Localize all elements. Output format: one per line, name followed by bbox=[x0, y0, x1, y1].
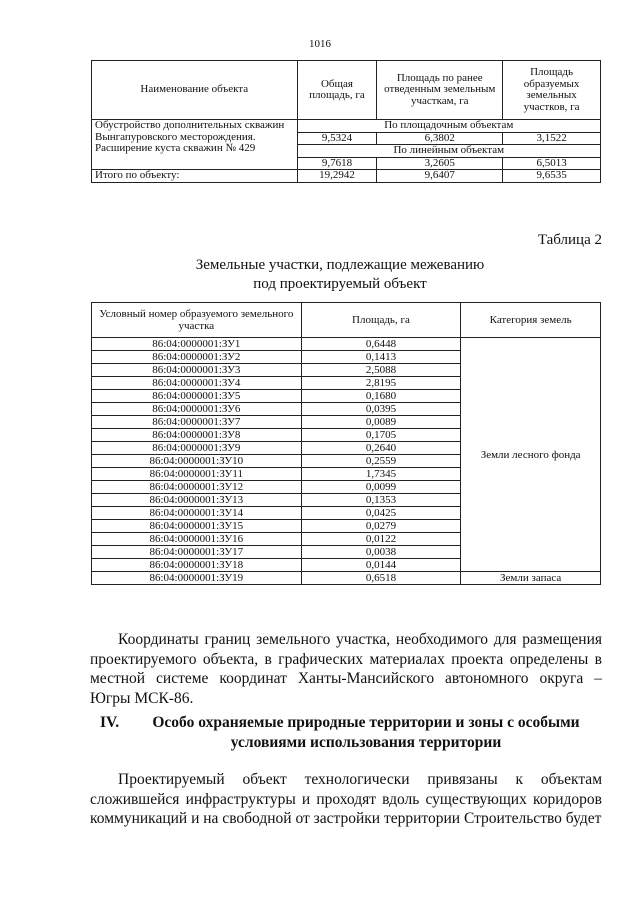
value-cell: 9,6407 bbox=[377, 170, 503, 183]
group-label-sites: По площадочным объектам bbox=[297, 120, 600, 133]
plot-number-cell: 86:04:0000001:ЗУ8 bbox=[92, 429, 302, 442]
plot-number-cell: 86:04:0000001:ЗУ3 bbox=[92, 364, 302, 377]
plot-area-cell: 1,7345 bbox=[301, 468, 461, 481]
plot-number-cell: 86:04:0000001:ЗУ4 bbox=[92, 377, 302, 390]
header-object-name: Наименование объекта bbox=[92, 61, 298, 120]
plot-number-cell: 86:04:0000001:ЗУ11 bbox=[92, 468, 302, 481]
category-forest-cell: Земли лесного фонда bbox=[461, 338, 601, 572]
plot-number-cell: 86:04:0000001:ЗУ14 bbox=[92, 507, 302, 520]
object-name-cell: Обустройство дополнительных скважин Вынгапуровского месторождения. Расширение куста скважин № 429 bbox=[92, 120, 298, 170]
value-cell: 9,7618 bbox=[297, 157, 377, 170]
table-row bbox=[92, 120, 601, 133]
category-reserve-cell: Земли запаса bbox=[461, 572, 601, 585]
section-heading bbox=[90, 713, 602, 753]
plot-number-cell: 86:04:0000001:ЗУ9 bbox=[92, 442, 302, 455]
plot-area-cell: 0,6448 bbox=[301, 338, 461, 351]
table-land-areas-summary bbox=[91, 60, 601, 183]
plot-number-cell: 86:04:0000001:ЗУ6 bbox=[92, 403, 302, 416]
total-label: Итого по объекту: bbox=[92, 170, 298, 183]
page-number: 1016 bbox=[309, 38, 331, 50]
plot-area-cell: 2,8195 bbox=[301, 377, 461, 390]
paragraph-text: Координаты границ земельного участка, необходимого для размещения проектируемого объекта, в графических материалах проекта определены в местной системе координат Ханты-Мансийского автономного округа – Югры МСК-86. bbox=[90, 631, 602, 707]
plot-number-cell: 86:04:0000001:ЗУ17 bbox=[92, 546, 302, 559]
plot-area-cell: 0,6518 bbox=[301, 572, 461, 585]
plot-number-cell: 86:04:0000001:ЗУ2 bbox=[92, 351, 302, 364]
plot-area-cell: 0,0279 bbox=[301, 520, 461, 533]
group-label-linear: По линейным объектам bbox=[297, 145, 600, 158]
value-cell: 6,3802 bbox=[377, 132, 503, 145]
table-2-title bbox=[0, 256, 640, 294]
plot-number-cell: 86:04:0000001:ЗУ15 bbox=[92, 520, 302, 533]
plot-number-cell: 86:04:0000001:ЗУ10 bbox=[92, 455, 302, 468]
section-number: IV. bbox=[100, 714, 120, 731]
header-previous-area: Площадь по ранее отведенным земельным участкам, га bbox=[377, 61, 503, 120]
header-total-area: Общая площадь, га bbox=[297, 61, 377, 120]
plot-area-cell: 2,5088 bbox=[301, 364, 461, 377]
header-new-area: Площадь образуемых земельных участков, га bbox=[503, 61, 601, 120]
table-row bbox=[92, 572, 601, 585]
plot-number-cell: 86:04:0000001:ЗУ19 bbox=[92, 572, 302, 585]
table-2-title-line: под проектируемый объект bbox=[253, 276, 427, 292]
header-category: Категория земель bbox=[461, 303, 601, 338]
plot-area-cell: 0,1413 bbox=[301, 351, 461, 364]
plot-area-cell: 0,1680 bbox=[301, 390, 461, 403]
section-title: Особо охраняемые природные территории и зоны с особыми условиями использования территории bbox=[152, 714, 580, 751]
paragraph-text: Проектируемый объект технологически привязаны к объектам сложившейся инфраструктуры и проходят вдоль существующих коридоров коммуникаций и на свободной от застройки территории Строительство будет bbox=[90, 771, 602, 827]
plot-number-cell: 86:04:0000001:ЗУ18 bbox=[92, 559, 302, 572]
value-cell: 9,6535 bbox=[503, 170, 601, 183]
value-cell: 3,2605 bbox=[377, 157, 503, 170]
plot-number-cell: 86:04:0000001:ЗУ13 bbox=[92, 494, 302, 507]
header-area: Площадь, га bbox=[301, 303, 461, 338]
paragraph-coordinates bbox=[90, 630, 602, 708]
plot-area-cell: 0,2559 bbox=[301, 455, 461, 468]
table-2-title-line: Земельные участки, подлежащие межеванию bbox=[195, 257, 485, 273]
table-header-row bbox=[92, 303, 601, 338]
plot-number-cell: 86:04:0000001:ЗУ5 bbox=[92, 390, 302, 403]
plot-area-cell: 0,0144 bbox=[301, 559, 461, 572]
table-header-row bbox=[92, 61, 601, 120]
table-row bbox=[92, 338, 601, 351]
plot-number-cell: 86:04:0000001:ЗУ16 bbox=[92, 533, 302, 546]
value-cell: 19,2942 bbox=[297, 170, 377, 183]
value-cell: 9,5324 bbox=[297, 132, 377, 145]
plot-number-cell: 86:04:0000001:ЗУ1 bbox=[92, 338, 302, 351]
plot-area-cell: 0,0122 bbox=[301, 533, 461, 546]
plot-area-cell: 0,0099 bbox=[301, 481, 461, 494]
value-cell: 3,1522 bbox=[503, 132, 601, 145]
plot-area-cell: 0,0089 bbox=[301, 416, 461, 429]
plot-area-cell: 0,2640 bbox=[301, 442, 461, 455]
plot-area-cell: 0,1353 bbox=[301, 494, 461, 507]
header-plot-number: Условный номер образуемого земельного участка bbox=[92, 303, 302, 338]
plot-area-cell: 0,0038 bbox=[301, 546, 461, 559]
plot-area-cell: 0,0395 bbox=[301, 403, 461, 416]
paragraph-infrastructure bbox=[90, 770, 602, 829]
plot-area-cell: 0,0425 bbox=[301, 507, 461, 520]
table-2-label: Таблица 2 bbox=[537, 232, 602, 248]
plot-number-cell: 86:04:0000001:ЗУ12 bbox=[92, 481, 302, 494]
plot-area-cell: 0,1705 bbox=[301, 429, 461, 442]
plot-number-cell: 86:04:0000001:ЗУ7 bbox=[92, 416, 302, 429]
value-cell: 6,5013 bbox=[503, 157, 601, 170]
table-total-row bbox=[92, 170, 601, 183]
table-land-plots bbox=[91, 302, 601, 585]
